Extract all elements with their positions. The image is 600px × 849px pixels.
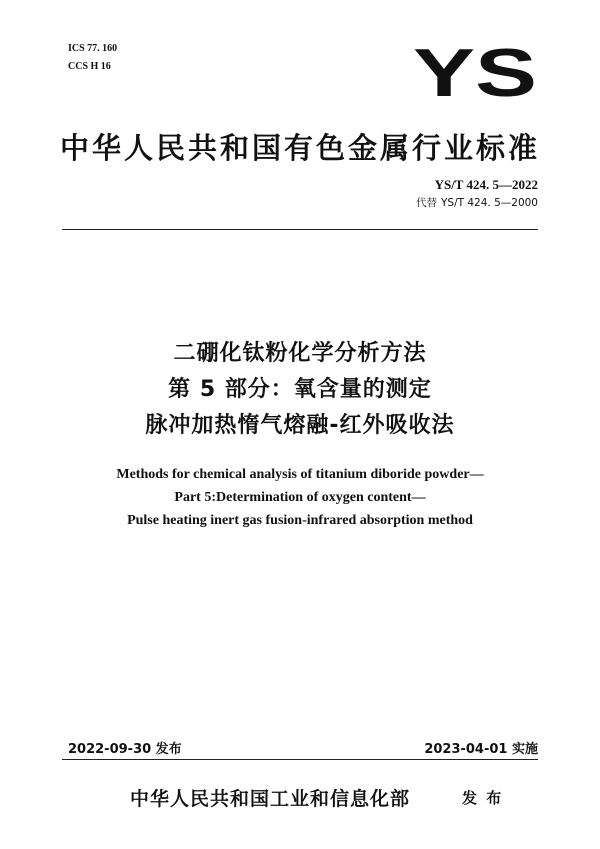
issue-action: 发 布 (462, 789, 504, 807)
svg-text:YS: YS (413, 42, 537, 98)
issue-date: 2022-09-30 发布 (68, 742, 182, 757)
chinese-title-line-2: 第 5 部分：氧含量的测定 (168, 377, 432, 402)
industry-standard-title: 中华人民共和国有色金属行业标准 (59, 131, 540, 165)
replaces-note (412, 195, 538, 210)
implementation-date: 2023-04-01 实施 (424, 742, 538, 757)
replaces-label: 代替 (416, 197, 437, 209)
footer-divider (62, 759, 538, 760)
english-title (0, 463, 600, 532)
classification-codes (68, 40, 117, 76)
english-title-line-1: Methods for chemical analysis of titanium diboride powder— (116, 467, 484, 482)
ics-code: ICS 77. 160 (68, 43, 118, 54)
chinese-title-line-3: 脉冲加热惰气熔融-红外吸收法 (145, 413, 455, 438)
chinese-title-line-1: 二硼化钛粉化学分析方法 (173, 341, 427, 366)
english-title-line-2: Part 5:Determination of oxygen content— (174, 490, 426, 505)
ccs-code: CCS H 16 (68, 61, 111, 72)
issuing-authority: 中华人民共和国工业和信息化部 (130, 788, 411, 810)
ys-logo (412, 42, 538, 98)
english-title-line-3: Pulse heating inert gas fusion-infrared absorption method (127, 513, 473, 528)
standard-number: YS/T 424. 5—2022 (434, 177, 538, 192)
header-divider (62, 229, 538, 230)
chinese-title (0, 336, 600, 444)
replaces-number: YS/T 424. 5—2000 (441, 197, 538, 209)
